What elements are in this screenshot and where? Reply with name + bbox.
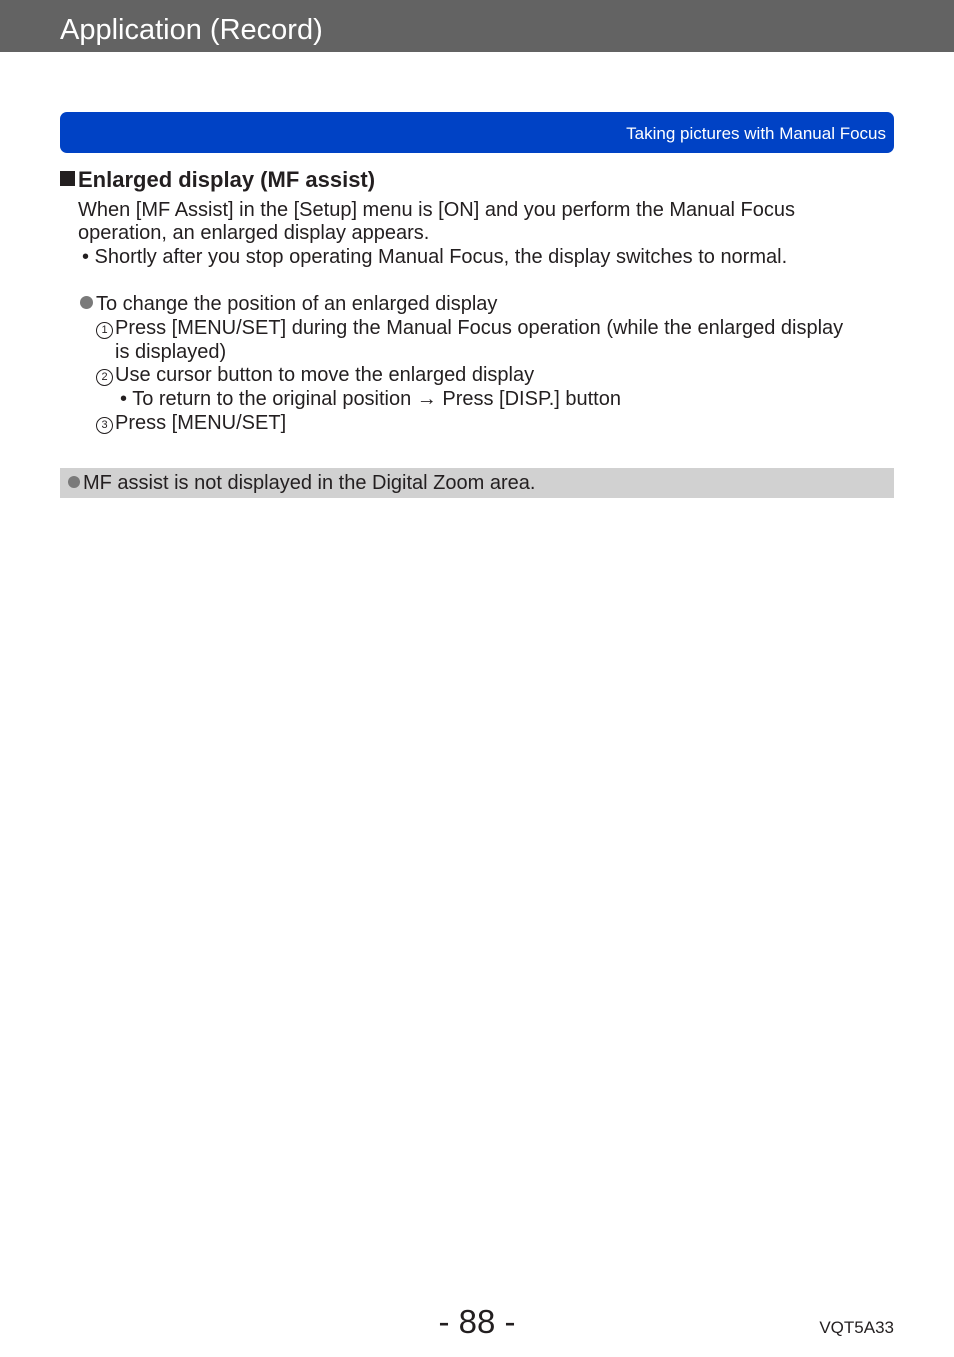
step-3-text: Press [MENU/SET] xyxy=(115,412,287,434)
circled-number-2-icon: 2 xyxy=(96,369,113,386)
page-number: - 88 - xyxy=(438,1303,516,1340)
square-bullet-icon xyxy=(60,171,75,186)
topic-heading xyxy=(60,167,375,193)
circled-number-1-icon: 1 xyxy=(96,322,113,339)
step-2-text: Use cursor button to move the enlarged display xyxy=(115,364,535,386)
step-1 xyxy=(96,316,843,340)
note-line xyxy=(68,471,535,495)
topic-heading-text: Enlarged display (MF assist) xyxy=(78,167,376,192)
chapter-title: Application (Record) xyxy=(60,14,323,46)
document-code: VQT5A33 xyxy=(819,1318,894,1337)
step-1-text: Press [MENU/SET] during the Manual Focus operation (while the enlarged display xyxy=(115,317,844,339)
procedure-title-text: To change the position of an enlarged display xyxy=(96,293,498,315)
step-3 xyxy=(96,411,286,435)
note-box xyxy=(60,468,894,498)
note-text: MF assist is not displayed in the Digital Zoom area. xyxy=(83,472,536,494)
step-2 xyxy=(96,363,534,387)
circled-number-3-icon: 3 xyxy=(96,417,113,434)
intro-line-2: operation, an enlarged display appears. xyxy=(78,222,430,244)
bullet-dot-icon xyxy=(68,476,80,488)
bullet-dot-icon xyxy=(80,296,93,309)
step-1-continuation: is displayed) xyxy=(115,341,227,363)
section-header-bar xyxy=(60,112,894,153)
step-2-sub-note: • To return to the original position → Press [DISP.] button xyxy=(120,388,621,410)
intro-note: • Shortly after you stop operating Manual Focus, the display switches to normal. xyxy=(82,246,788,268)
top-header-bar xyxy=(0,0,954,52)
section-title: Taking pictures with Manual Focus xyxy=(626,124,886,143)
procedure-title xyxy=(80,292,497,316)
intro-line-1: When [MF Assist] in the [Setup] menu is [ON] and you perform the Manual Focus xyxy=(78,199,795,221)
